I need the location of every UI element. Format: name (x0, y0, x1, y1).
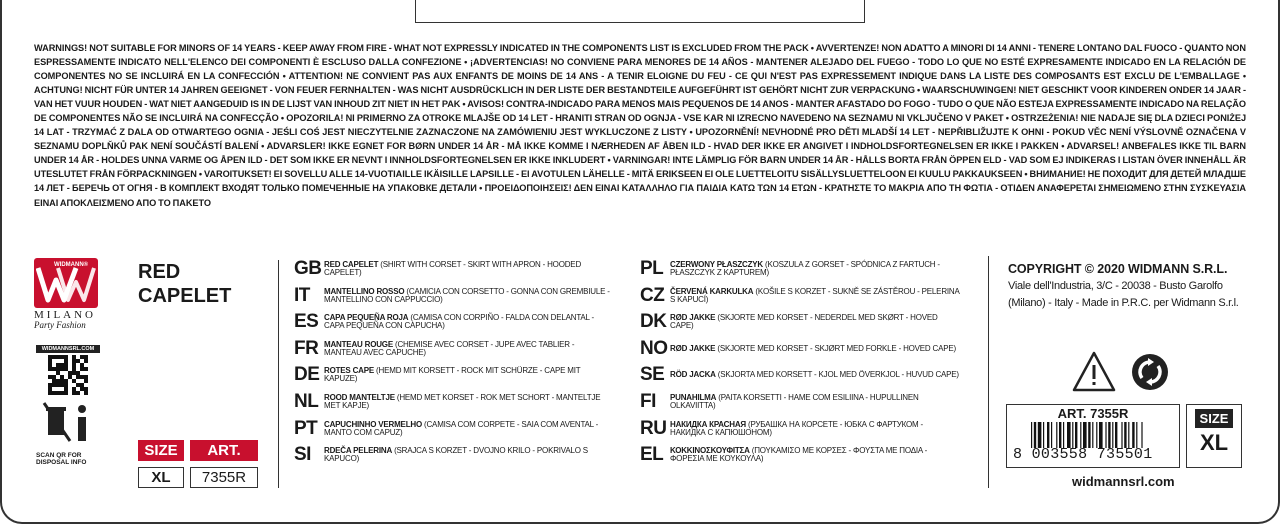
language-product-name: CZERWONY PŁASZCZYK (670, 260, 763, 269)
language-desc (670, 394, 960, 410)
language-row (294, 364, 614, 386)
language-product-detail: (SRAJCA S KORZET - DVOJNO KRILO - POKRIVALO S KAPUCO) (324, 446, 588, 464)
language-product-name: MANTELLINO ROSSO (324, 286, 405, 296)
language-row (640, 285, 960, 307)
language-desc (670, 261, 960, 277)
language-product-name: MANTEAU ROUGE (324, 339, 393, 349)
language-code: SI (294, 444, 311, 466)
language-product-name: RÖD JACKA (670, 370, 716, 380)
size-box-label: SIZE (1195, 409, 1233, 428)
language-code: RU (640, 417, 667, 439)
language-code: FR (294, 337, 319, 359)
language-product-detail: (CAMISA CON CORPIÑO - FALDA CON DELANTAL - CAPA PEQUEÑA CON CAPUCHA) (324, 313, 594, 331)
language-row (640, 338, 960, 360)
logo-text: WIDMANN® (54, 262, 89, 268)
language-code: PL (640, 258, 664, 279)
language-product-detail: (HEMD MIT KORSETT - ROCK MIT SCHÜRZE - CAPE MIT KAPUZE) (324, 366, 581, 384)
size-box-value: XL (1199, 430, 1229, 455)
language-code: DE (294, 364, 320, 386)
language-product-detail: (SHIRT WITH CORSET - SKIRT WITH APRON - HOODED CAPELET) (324, 260, 582, 277)
size-label: SIZE (138, 440, 184, 461)
language-product-detail: (HEMD MET KORSET - ROK MET SCHORT - MANTELTJE MET KAPJE) (324, 393, 601, 410)
language-product-detail: (SKJORTA MED KORSETT - KJOL MED ÖVERKJOL - HUVUD CAPE) (717, 370, 959, 380)
language-row (294, 285, 614, 307)
language-row (294, 444, 614, 466)
trash-bin-icon (42, 401, 96, 445)
brand-block (34, 258, 106, 330)
language-desc (324, 314, 614, 330)
language-product-detail: (SKJORTE MED KORSET - NEDERDEL MED SKØRT - HOVED CAPE) (670, 313, 938, 331)
language-product-detail: (РУБАШКА НА КОРСЕТЕ - ЮБКА С ФАРТУКОМ - НАКИДКА С КАПЮШОНОМ) (670, 419, 923, 437)
language-product-name: RDEČA PELERINA (324, 446, 393, 456)
language-product-name: PUNAHILMA (670, 393, 717, 402)
language-product-detail: (CAMISA COM CORPETE - SAIA COM AVENTAL - MANTO COM CAPUZ) (324, 419, 599, 437)
language-row (294, 258, 614, 280)
language-desc (324, 394, 614, 410)
copyright-title: COPYRIGHT © 2020 WIDMANN S.R.L. (1008, 262, 1228, 276)
language-desc (670, 345, 960, 353)
size-art-tag (138, 440, 258, 488)
product-name (138, 260, 231, 308)
scan-qr-text: SCAN QR FOR DISPOSAL INFO (36, 452, 87, 466)
language-desc (324, 421, 614, 437)
art-label: ART. (190, 440, 258, 461)
language-product-name: ROTES CAPE (324, 366, 375, 376)
language-code: IT (294, 284, 310, 306)
product-name-line2: CAPELET (138, 285, 232, 307)
language-desc (670, 447, 960, 463)
language-product-name: RED CAPELET (324, 260, 379, 269)
language-code: EL (640, 444, 664, 466)
language-product-name: CAPUCHINHO VERMELHO (324, 419, 422, 429)
copyright-block (1008, 262, 1248, 312)
language-desc (324, 367, 614, 383)
language-product-name: RØD JAKKE (670, 343, 716, 353)
language-desc (324, 288, 614, 304)
language-product-detail: (ΠΟΥΚΑΜΙΣΟ ΜΕ ΚΟΡΣΕΣ - ΦΟΥΣΤΑ ΜΕ ΠΟΔΙΑ - ΦΟΡΕΣΙΑ ΜΕ ΚΟΥΚΟΥΛΑ) (670, 446, 928, 464)
language-row (294, 338, 614, 360)
size-value: XL (138, 467, 184, 488)
barcode-icon (1031, 422, 1171, 448)
language-code: PT (294, 417, 318, 439)
language-product-name: CAPA PEQUEÑA ROJA (324, 313, 409, 323)
language-product-detail: (KOSZULA Z GORSET - SPÓDNICA Z FARTUCH - PŁASZCZYK Z KAPTUREM) (670, 260, 940, 277)
language-product-name: ČERVENÁ KARKULKA (670, 286, 754, 296)
language-code: ES (294, 311, 319, 333)
widmann-logo (34, 258, 98, 308)
article-label: ART. 7355R (1057, 406, 1129, 421)
safety-icons (1072, 350, 1172, 399)
section-divider (278, 260, 279, 488)
language-product-name: ΚΟΚΚΙΝΟΣΚΟΥΦΙΤΣΑ (670, 446, 750, 456)
language-desc (670, 314, 960, 330)
article-barcode-box (1006, 404, 1180, 468)
qr-label: WIDMANNSRL.COM (36, 345, 100, 353)
language-product-name: НАКИДКА КРАСНАЯ (670, 419, 746, 429)
ean-number: 8 003558 735501 (1013, 446, 1153, 463)
language-code: GB (294, 258, 322, 279)
product-name-line1: RED (138, 261, 181, 283)
brand-tagline: Party Fashion (34, 320, 86, 330)
language-row (640, 391, 960, 413)
language-desc (324, 447, 614, 463)
language-row (640, 258, 960, 280)
language-code: CZ (640, 284, 665, 306)
language-code: FI (640, 391, 656, 412)
language-row (294, 391, 614, 413)
top-window-box (415, 0, 865, 23)
language-product-detail: (KOŠILE S KORZET - SUKNĚ SE ZÁSTĚROU - PELERINA S KAPUCÍ) (670, 286, 960, 304)
recycle-icon (1132, 354, 1168, 390)
language-product-name: ROOD MANTELTJE (324, 393, 395, 402)
language-code: NL (294, 391, 319, 412)
qr-block (36, 345, 100, 466)
qr-code-icon (48, 355, 88, 395)
brand-city: MILANO (34, 309, 96, 321)
language-desc (324, 341, 614, 357)
language-desc (670, 421, 960, 437)
language-code: DK (640, 311, 667, 333)
language-product-name: RØD JAKKE (670, 313, 716, 323)
art-value: 7355R (190, 467, 258, 488)
language-row (294, 311, 614, 333)
right-divider (988, 256, 989, 488)
language-row (640, 364, 960, 386)
language-desc (324, 261, 614, 277)
language-code: SE (640, 364, 665, 386)
warnings-text: WARNINGS! NOT SUITABLE FOR MINORS OF 14 YEARS - KEEP AWAY FROM FIRE - WHAT NOT EXPRESSLY INDICATED IN THE COMPONENTS LIST IS EXCLUDED FROM THE PACK • AVVERTENZE! NON ADATTO A MINORI DI 14 ANNI - TENERE LONTANO DAL FUOCO - QUANTO NON ESPRESSAMENTE INDICATO NELL'ELENCO DEI COMPONENTI È ESCLUSO DALLA CONFEZIONE • ¡ADVERTENCIAS! NO CONVIENE PARA MENORES DE 14 AÑOS - MANTENER ALEJADO DEL FUEGO - TODO LO QUE NO ESTÉ EXPRESAMENTE INDICADO EN LA RELACIÓN DE COMPONENTES NO SE INCLUIRÁ EN LA CONFECCIÓN • ATTENTION! NE CONVIENT PAS AUX ENFANTS DE MOINS DE 14 ANS - A TENIR ELOIGNE DU FEU - CE QUI N'EST PAS EXPRESSEMENT INDIQUE DANS LA LISTE DES COMPOSANTS EST EXCLU DE L'EMBALLAGE • ACHTUNG! NICHT FÜR UNTER 14 JAHREN GEEIGNET - VON FEUER FERNHALTEN - WAS NICHT AUSDRÜCKLICH IN DER LISTE DER BESTANDTEILE AUFGEFÜHRT IST GEHÖRT NICHT ZUR VERPACKUNG • WAARSCHUWINGEN! NIET GESCHIKT VOOR KINDEREN ONDER 14 JAAR - VAN HET VUUR HOUDEN - WAT NIET AANGEDUID IS IN DE LIJST VAN INHOUD ZIT NIET IN HET PAK • AVISOS! CONTRA-INDICADO PARA MENOS MAIS PEQUENOS DE 14 ANOS - MANTER AFASTADO DO FOGO - TUDO O QUE NÃO ESTEJA EXPRESSAMENTE INDICADO NA RELAÇÃO DE COMPONENTES NÃO SE INCLUIRÁ NA CONFECÇÃO • OPOZORILA! NI PRIMERNO ZA OTROKE MLAJŠE OD 14 LET - HRANITI STRAN OD OGNJA - VSE KAR NI IZRECNO NAVEDENO NA SEZNAMU NI VKLJUČENO V PAKET • OSTRZEŻENIA! NIE NADAJE SIĘ DLA DZIECI PONIŻEJ 14 LAT - TRZYMAĆ Z DALA OD OTWARTEGO OGNIA - JEŚLI COŚ JEST NIECZYTELNIE ZAZNACZONE NA ZAMÓWIENIU JEST WYKLUCZONE Z LISTY • UPOZORNĚNÍ! NEVHODNÉ PRO DĚTI MLADŠÍ 14 LET - NEPŘIBLIŽUJTE K OHNI - POKUD VĚC NENÍ VÝSLOVNĚ OZNAČENA V SEZNAMU DOPLŇKŮ PAK NENÍ SOUČÁSTÍ BALENÍ • ADVARSLER! IKKE EGNET FOR BØRN UNDER 14 ÅR - MÅ IKKE KOMME I NÆRHEDEN AF ÅBEN ILD - HVAD DER IKKE ER ANGIVET I INDHOLDSFORTEGNELSEN ER IKKE I PAKKEN • ADVARSEL! ANBEFALES IKKE TIL BARN UNDER 14 ÅR - HOLDES UNNA VARME OG ÅPEN ILD - DET SOM IKKE ER NEVNT I INNHOLDSFORTEGNELSEN ER IKKE INKLUDERT • VARNINGAR! INTE LÄMPLIG FÖR BARN UNDER 14 ÅR - HÅLLS BORTA FRÅN ÖPPEN ELD - VAD SOM EJ INDIKERAS I LISTAN ÖVER INNEHÅLL ÄR UTESLUTET FRÅN FÖRPACKNINGEN • VAROITUKSET! EI SOVELLU ALLE 14-VUOTIAILLE IKÄISILLE LAPSILLE - EI AVOTULEN LÄHELLE - MITÄ ERIKSEEN EI OLE LUETTELOITU SISÄLLYSLUETTELOON EI KUULU PAKKAUKSEEN • ВНИМАНИЕ! НЕ ПОХОДИТ ДЛЯ ДЕТЕЙ МЛАДШЕ 14 ЛЕТ - БЕРЕЧЬ ОТ ОГНЯ - В КОМПЛЕКТ ВХОДЯТ ТОЛЬКО ПОМЕЧЕННЫЕ НА УПАКОВКЕ ДЕТАЛИ • ΠΡΟΕΙΔΟΠΟΙΗΣΕΙΣ! ΔΕΝ ΕΙΝΑΙ ΚΑΤΑΛΛΗΛΟ ΓΙΑ ΠΑΙΔΙΑ ΚΑΤΩ ΤΩΝ 14 ΕΤΩΝ - ΚΡΑΤΗΣΤΕ ΤΟ ΜΑΚΡΙΑ ΑΠΟ ΤΗ ΦΩΤΙΑ - ΟΤΙΔΕΝ ΑΝΑΦΕΡΕΤΑΙ ΣΗΜΕΙΩΜΕΝΟ ΣΤΗΝ ΣΥΣΚΕΥΑΣΙΑ ΕΙΝΑΙ ΑΠΟΚΛΕΙΣΜΕΝΟ ΑΠΟ ΤΟ ΠΑΚΕΤΟ (34, 43, 1246, 208)
language-row (640, 311, 960, 333)
language-desc (670, 371, 960, 379)
language-product-detail: (CAMICIA CON CORSETTO - GONNA CON GREMBIULE - MANTELLINO CON CAPPUCCIO) (324, 286, 610, 304)
language-row (640, 418, 960, 440)
language-product-detail: (CHEMISE AVEC CORSET - JUPE AVEC TABLIER - MANTEAU AVEC CAPUCHE) (324, 339, 575, 357)
language-row (640, 444, 960, 466)
language-product-detail: (PAITA KORSETTI - HAME COM ESILIINA - HUPULLINEN OLKAVIITTA) (670, 393, 919, 410)
language-product-detail: (SKJORTE MED KORSET - SKJØRT MED FORKLE - HOVED CAPE) (717, 343, 956, 353)
language-desc (670, 288, 960, 304)
size-box (1186, 404, 1242, 468)
copyright-address: Viale dell'Industria, 3/C - 20038 - Busto Garolfo (Milano) - Italy - Made in P.R.C. per Widmann S.r.l. (1008, 280, 1239, 309)
warning-triangle-icon (1074, 353, 1114, 390)
website: widmannsrl.com (1072, 474, 1175, 489)
language-row (294, 418, 614, 440)
language-code: NO (640, 337, 668, 359)
